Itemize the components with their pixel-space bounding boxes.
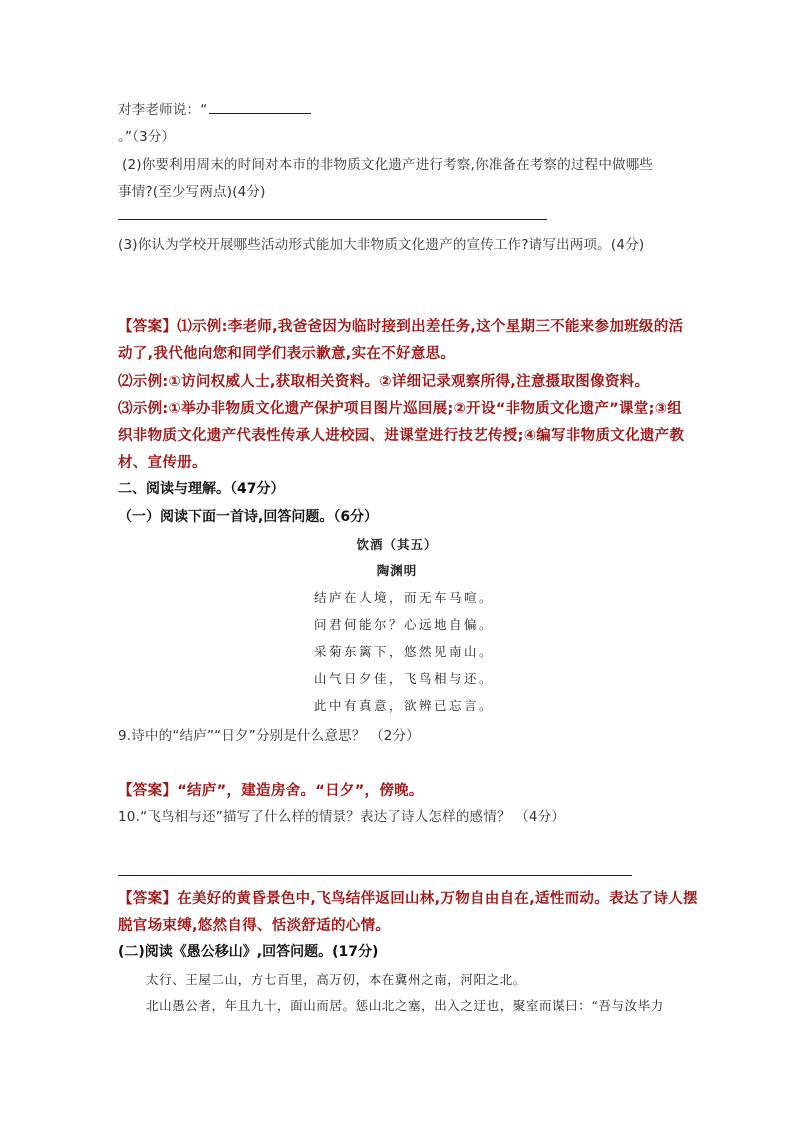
q10-answer-line2: 脱官场束缚,悠然自得、恬淡舒适的心情。	[118, 918, 391, 934]
passage-paragraph-2: 北山愚公者，年且九十，面山而居。惩山北之塞，出入之迂也，聚室而谋曰：“吾与汝毕力	[146, 998, 664, 1013]
poem-line: 此中有真意，欲辨已忘言。	[314, 698, 495, 713]
answer1-line4: ⑶示例:①举办非物质文化遗产保护项目图片巡回展;②开设“非物质文化遗产”课堂;③组	[118, 401, 683, 417]
q10-answer-line1	[118, 887, 698, 908]
answer1-line6: 材、宣传册。	[118, 455, 207, 471]
poem-line: 问君何能尔？心远地自偏。	[314, 617, 495, 632]
answer-line	[118, 219, 547, 220]
poem-line: 采菊东篱下，悠然见南山。	[314, 644, 495, 659]
subsection-1-title: （一）阅读下面一首诗,回答问题。（6分）	[118, 509, 379, 525]
answer1-line5: 织非物质文化遗产代表性传承人进校园、进课堂进行技艺传授;④编写非物质文化遗产教	[118, 428, 685, 444]
poem-line: 结庐在人境，而无车马喧。	[314, 590, 495, 605]
answer1-line1	[118, 315, 683, 336]
q9-answer	[118, 779, 424, 800]
q1-line	[118, 98, 311, 118]
q9-text: 9.诗中的“结庐”“日夕”分别是什么意思？ （2分）	[118, 728, 420, 744]
answer-blank	[209, 102, 311, 114]
section-title: 二、阅读与理解。（47分）	[118, 481, 285, 497]
q2-line1: (2)你要利用周末的时间对本市的非物质文化遗产进行考察,你准备在考察的过程中做哪些	[122, 157, 654, 173]
subsection-2-title: (二)阅读《愚公移山》,回答问题。(17分)	[118, 944, 379, 960]
q9-answer-text: “结庐”，建造房舍。“日夕”，傍晚。	[177, 783, 424, 799]
q10-answer-text1: 在美好的黄昏景色中,飞鸟结伴返回山林,万物自由自在,适性而动。表达了诗人摆	[177, 891, 698, 907]
answer1-line2: 动了,我代他向您和同学们表示歉意,实在不好意思。	[118, 346, 456, 362]
q1-prefix: 对李老师说：“	[118, 102, 208, 118]
answer1-text1: ⑴示例:李老师,我爸爸因为临时接到出差任务,这个星期三不能来参加班级的活	[177, 319, 684, 335]
q1-suffix: 。”（3分）	[118, 129, 176, 145]
poem-title: 饮酒（其五）	[356, 537, 438, 552]
q3: (3)你认为学校开展哪些活动形式能加大非物质文化遗产的宣传工作?请写出两项。(4分)	[118, 237, 645, 253]
answer1-line3: ⑵示例:①访问权威人士,获取相关资料。②详细记录观察所得,注意摄取图像资料。	[118, 374, 650, 390]
q10-text: 10.“飞鸟相与还”描写了什么样的情景？表达了诗人怎样的感情？ （4分）	[118, 809, 566, 825]
q2-line2: 事情?(至少写两点)(4分)	[118, 184, 266, 200]
answer-tag: 【答案】	[118, 891, 178, 907]
passage-paragraph-1: 太行、王屋二山，方七百里，高万仞，本在冀州之南，河阳之北。	[146, 972, 526, 987]
answer-tag: 【答案】	[118, 783, 178, 799]
poem-line: 山气日夕佳，飞鸟相与还。	[314, 671, 495, 686]
answer-tag: 【答案】	[118, 319, 178, 335]
poem-author: 陶渊明	[376, 563, 418, 578]
answer-line	[118, 875, 632, 876]
